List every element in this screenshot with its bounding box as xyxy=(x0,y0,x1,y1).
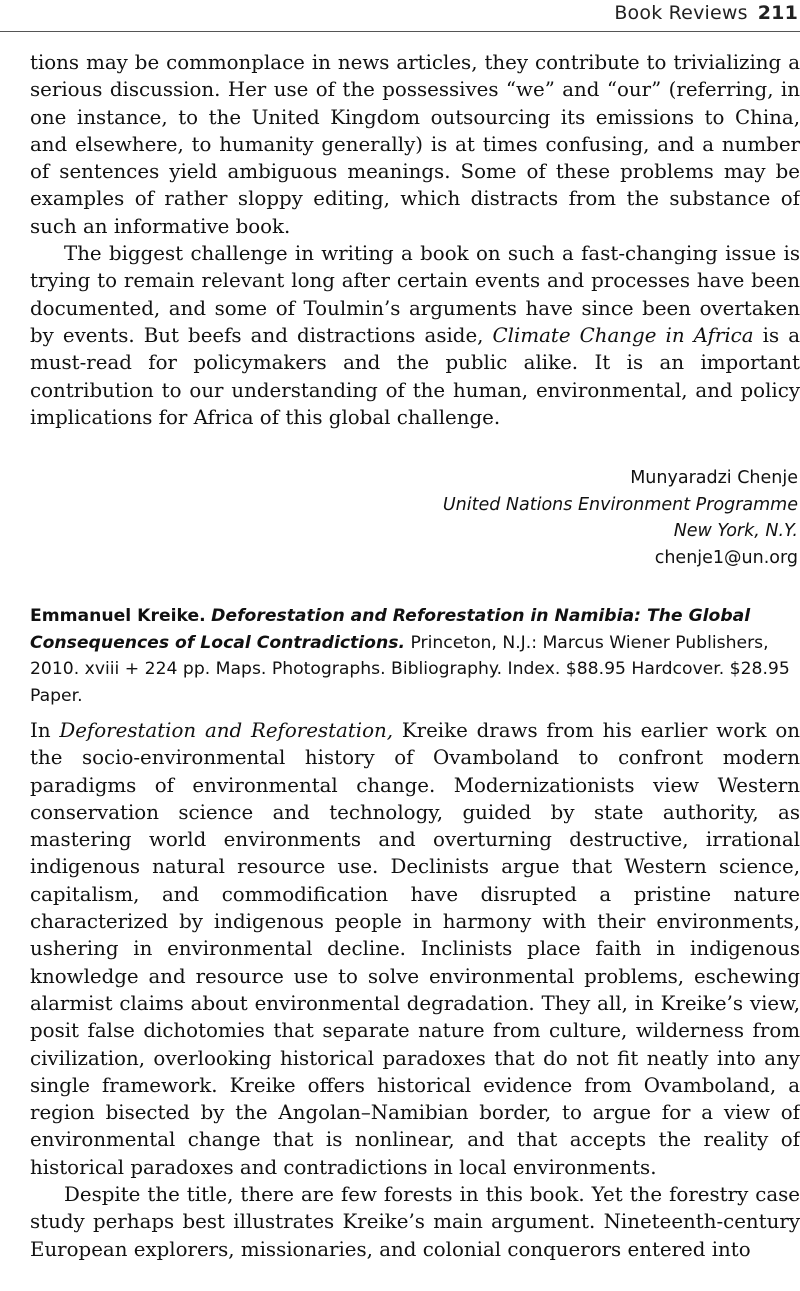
review1-book-title: Climate Change in Africa xyxy=(492,323,754,347)
review-body xyxy=(30,717,800,1263)
running-head xyxy=(614,2,798,24)
page-number: 211 xyxy=(757,2,798,24)
review2-book-short-title: Deforestation and Reforestation, xyxy=(59,719,394,742)
book-author: Emmanuel Kreike. xyxy=(30,606,206,626)
review1-paragraph-2 xyxy=(30,240,800,431)
book-title: Deforestation and Reforestation in Namibia: The Global Consequences of Local Contradictions. xyxy=(30,606,751,653)
reviewer-signature xyxy=(443,465,798,571)
review2-paragraph-1 xyxy=(30,717,800,1181)
review2-paragraph-1-text: Kreike draws from his earlier work on the socio-environmental history of Ovamboland to confront modern paradigms of environmental change. Modernizationists view Western conservation science and technology, guided by state authority, as mastering world environments and overturning destructive, irrational indigenous natural resource use. Declinists argue that Western science, capitalism, and commodification have disrupted a pristine nature characterized by indigenous people in harmony with their environments, ushering in environmental decline. Inclinists place faith in indigenous knowledge and resource use to solve environmental problems, eschewing alarmist claims about environmental degradation. They all, in Kreike’s view, posit false dichotomies that separate nature from culture, wilderness from civilization, overlooking historical paradoxes that do not fit neatly into any single framework. Kreike offers historical evidence from Ovamboland, a region bisected by the Angolan–Namibian border, to argue for a view of environmental change that is nonlinear, and that accepts the reality of historical paradoxes and contradictions in local environments. xyxy=(30,719,800,1179)
review2-paragraph-1-lead: In xyxy=(30,719,60,742)
running-head-section: Book Reviews xyxy=(614,2,748,24)
book-publication-details: Princeton, N.J.: Marcus Wiener Publishers, 2010. xviii + 224 pp. Maps. Photographs. Bibliography. Index. $88.95 Hardcover. $28.95 Paper. xyxy=(30,632,790,706)
book-citation xyxy=(30,603,800,709)
reviewer-affiliation: United Nations Environment Programme xyxy=(442,494,798,515)
header-rule xyxy=(0,31,800,32)
review1-paragraph-2-text-a: The biggest challenge in writing a book on such a fast-changing issue is trying to remain relevant long after certain events and processes have been documented, and some of Toulmin’s arguments have since been overtaken by events. But beefs and distractions aside, xyxy=(30,242,800,347)
reviewer-name: Munyaradzi Chenje xyxy=(630,468,798,488)
review1-paragraph-1: tions may be commonplace in news articles, they contribute to trivializing a serious discussion. Her use of the possessives “we” and “our” (referring, in one instance, to the United Kingdom outsourcing its emissions to China, and elsewhere, to humanity generally) is at times confusing, and a number of sentences yield ambiguous meanings. Some of these problems may be examples of rather sloppy editing, which distracts from the substance of such an informative book. xyxy=(30,51,800,238)
reviewer-location: New York, N.Y. xyxy=(673,521,798,542)
review1-paragraph-2-text-b: is a must-read for policymakers and the public alike. It is an important contribution to our understanding of the human, environmental, and policy implications for Africa of this global challenge. xyxy=(30,323,800,429)
review-continuation xyxy=(30,49,800,431)
review2-paragraph-2: Despite the title, there are few forests in this book. Yet the forestry case study perhaps best illustrates Kreike’s main argument. Nineteenth-century European explorers, missionaries, and colonial conquerors entered into xyxy=(30,1183,800,1261)
reviewer-email: chenje1@un.org xyxy=(654,547,798,568)
